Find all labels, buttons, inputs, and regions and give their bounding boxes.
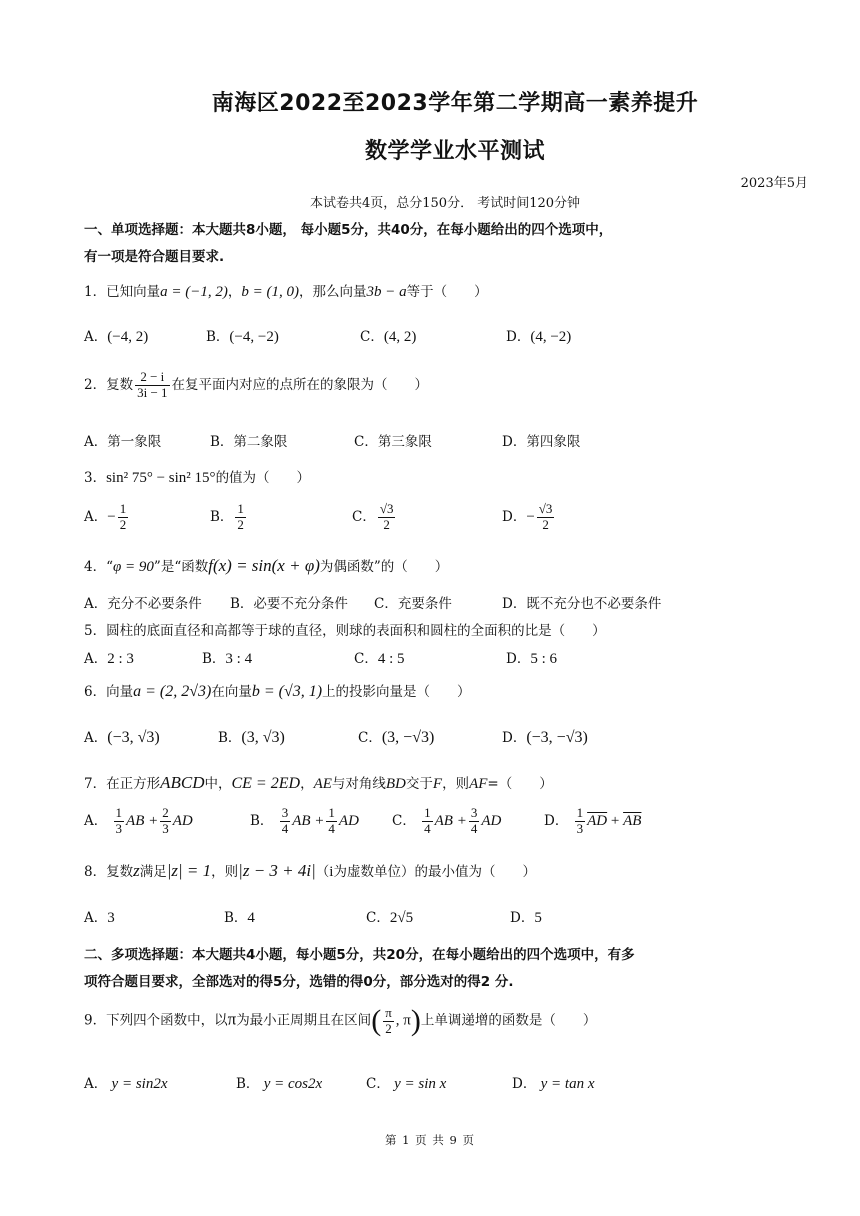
q3-option-a-label: A． (84, 508, 108, 525)
q7-option-b-frac2 (326, 806, 337, 837)
q9-option-a (84, 1072, 168, 1093)
q2-option-d (502, 430, 580, 450)
q1-option-c-value: (4, 2) (383, 329, 417, 345)
q4-option-c-value: 充要条件 (397, 596, 452, 612)
exam-info: 本试卷共4页，总分150分． 考试时间120分钟 (309, 196, 581, 211)
q1-option-b (206, 325, 279, 346)
question-6 (84, 680, 471, 701)
q6-mid: 在向量 (211, 684, 252, 700)
q7-option-b-n2: 1 (328, 805, 335, 820)
question-5: 5．圆柱的底面直径和高都等于球的直径，则球的表面积和圆柱的全面积的比是（ ） (84, 623, 606, 639)
q3-option-a-sign: − (107, 508, 116, 525)
q3-option-d (502, 502, 556, 533)
q6-option-b-value: (3, √3) (241, 729, 285, 746)
q3-option-a-frac (118, 502, 129, 533)
q9-option-a-value: y = sin2x (111, 1076, 168, 1092)
q3-option-a-num: 1 (119, 501, 127, 516)
q7-option-d-d1: 3 (576, 820, 584, 836)
q3-option-d-frac (537, 502, 555, 533)
q7-option-a-n2: 2 (162, 805, 169, 820)
q9-post: 上单调递增的函数是（ ） (420, 1012, 597, 1029)
q2-option-c-label: C． (354, 434, 378, 450)
q7-option-d-t1: $\overline{AD}$ (587, 812, 608, 829)
q8-option-b-value: 4 (247, 910, 255, 926)
q6-option-c-label: C． (358, 730, 382, 746)
q8-option-d-label: D． (510, 910, 535, 926)
q3-option-d-den: 2 (542, 516, 549, 532)
q7-option-b-t2: AD (338, 812, 359, 829)
q7-option-c-frac1 (422, 806, 433, 837)
q7-option-a-d2: 3 (162, 820, 169, 836)
q4-option-b (230, 592, 348, 612)
q3-post: 的值为（ ） (215, 470, 311, 486)
q7-option-b (250, 806, 359, 837)
section2-heading-line2: 项符合题目要求，全部选对的得5分，选错的得0分，部分选对的得2 分. (84, 974, 514, 990)
q3-option-b-frac (235, 502, 246, 533)
q3-option-c (352, 502, 397, 533)
q5-option-c (354, 647, 405, 668)
q7-af: AF (469, 776, 488, 792)
question-7 (84, 772, 553, 793)
q5-option-c-label: C． (354, 651, 378, 667)
q7-bd: BD (385, 776, 406, 792)
question-3 (84, 466, 310, 487)
q4-option-d-value: 既不充分也不必要条件 (526, 596, 662, 612)
q2-option-a (84, 430, 161, 450)
q1-vector-b: b = (1, 0) (241, 284, 299, 300)
q7-option-d (544, 806, 641, 837)
q8-mid1: 满足 (139, 864, 167, 880)
q9-number: 9． (84, 1012, 107, 1029)
q9-numerator: π (385, 1004, 392, 1020)
q8-option-c-label: C． (366, 910, 390, 926)
q7-option-b-n1: 3 (281, 805, 289, 820)
q8-option-d-value: 5 (534, 910, 542, 926)
q2-denominator: 3i − 1 (137, 384, 168, 400)
q7-square: ABCD (160, 773, 205, 792)
q1-option-a-value: (−4, 2) (107, 329, 149, 345)
q9-option-b-label: B． (236, 1076, 260, 1092)
q7-mid: 与对角线 (331, 776, 386, 792)
q7-option-b-frac1 (280, 806, 291, 837)
question-9 (84, 1004, 596, 1038)
q7-option-c-n2: 3 (470, 805, 478, 820)
question-8 (84, 860, 536, 881)
q6-option-c (358, 726, 434, 747)
q7-c1: 中， (204, 776, 232, 792)
q5-option-d (506, 647, 557, 668)
exam-title-line1: 南海区2022至2023学年第二学期高一素养提升 (211, 91, 699, 116)
q3-option-c-frac (378, 502, 396, 533)
q4-option-c (374, 592, 452, 612)
q3-option-d-sign: − (526, 508, 535, 525)
q7-ce: CE = 2ED (231, 775, 301, 792)
q9-left-paren: ( (371, 1004, 382, 1037)
q8-condition: |z| = 1 (166, 861, 212, 880)
q5-option-d-value: 5 : 6 (530, 651, 557, 667)
q7-option-a (84, 806, 193, 837)
q9-denominator: 2 (385, 1020, 392, 1036)
exam-date: 2023年5月 (740, 176, 808, 191)
q2-fraction (135, 370, 169, 401)
q3-option-b (210, 502, 248, 533)
q7-option-b-d1: 4 (281, 820, 289, 836)
q3-option-d-num: √3 (538, 501, 553, 516)
q4-phi: φ = 90 (113, 559, 154, 575)
q1-vector-a: a = (−1, 2) (160, 284, 228, 300)
section2-heading-line1: 二、多项选择题：本大题共4小题，每小题5分，共20分，在每小题给出的四个选项中，有多 (84, 947, 635, 963)
q3-option-b-num: 1 (237, 501, 244, 516)
q4-option-d (502, 592, 661, 612)
q5-option-b-label: B． (202, 651, 226, 667)
q9-option-d-value: y = tan x (540, 1076, 595, 1092)
q6-option-d-label: D． (502, 730, 527, 746)
q7-ae: AE (313, 776, 332, 792)
q4-func: f(x) = sin(x + φ) (208, 556, 320, 575)
q7-option-a-t2: AD (172, 812, 193, 829)
q3-option-b-label: B． (210, 508, 234, 525)
q7-option-d-plus: + (607, 812, 624, 829)
q3-option-b-den: 2 (237, 516, 244, 532)
q9-option-d (512, 1072, 594, 1093)
q2-option-c (354, 430, 432, 450)
q9-option-b (236, 1072, 322, 1093)
q3-option-a-den: 2 (119, 516, 127, 532)
q3-option-c-den: 2 (383, 516, 390, 532)
q1-sep: ， (227, 284, 242, 300)
q8-number: 8． (84, 864, 107, 880)
q2-option-b (210, 430, 287, 450)
q6-option-a-value: (−3, √3) (107, 729, 160, 746)
q6-post: 上的投影向量是（ ） (322, 684, 471, 700)
q9-option-d-label: D． (512, 1076, 537, 1092)
question-1 (84, 280, 488, 301)
q7-option-a-frac1 (114, 806, 125, 837)
q5-option-a (84, 647, 134, 668)
q7-pre: 在正方形 (106, 776, 161, 792)
q4-option-b-label: B． (230, 596, 254, 612)
question-4 (84, 555, 448, 576)
q9-pi: π (227, 1009, 237, 1029)
q5-option-a-label: A． (84, 651, 108, 667)
q2-option-d-value: 第四象限 (526, 434, 581, 450)
q9-fraction (383, 1006, 394, 1037)
q2-number: 2． (84, 376, 107, 393)
q3-number: 3． (84, 470, 107, 486)
q2-option-d-label: D． (502, 434, 527, 450)
q3-option-a (84, 502, 130, 533)
q1-expr: 3b − a (366, 284, 407, 300)
q7-option-c-t2: AD (481, 812, 502, 829)
q8-option-a-value: 3 (107, 910, 115, 926)
q7-option-d-frac1 (575, 806, 586, 837)
q2-option-b-label: B． (210, 434, 234, 450)
q8-option-d (510, 906, 542, 927)
q6-option-c-value: (3, −√3) (381, 729, 435, 746)
q9-option-c-value: y = sin x (394, 1076, 447, 1092)
q8-pre: 复数 (106, 864, 134, 880)
section1-heading-line1: 一、单项选择题：本大题共8小题， 每小题5分，共40分，在每小题给出的四个选项中， (84, 222, 613, 238)
q1-option-d (506, 325, 571, 346)
q2-option-a-value: 第一象限 (107, 434, 162, 450)
q1-option-b-value: (−4, −2) (229, 329, 279, 345)
q8-option-b (224, 906, 255, 927)
q5-option-c-value: 4 : 5 (377, 651, 405, 667)
q8-option-a-label: A． (84, 910, 108, 926)
q1-option-d-value: (4, −2) (530, 329, 572, 345)
q7-option-b-t1: AB + (292, 812, 325, 829)
q7-option-c-label: C． (392, 812, 416, 829)
q7-option-c-d1: 4 (424, 820, 431, 836)
q7-option-d-n1: 1 (576, 805, 584, 820)
q7-option-c-n1: 1 (424, 805, 431, 820)
q9-option-c-label: C． (366, 1076, 390, 1092)
q9-mid: 为最小正周期且在区间 (236, 1012, 372, 1029)
q7-option-b-d2: 4 (328, 820, 335, 836)
q1-post: 等于（ ） (406, 284, 488, 300)
q4-option-a-label: A． (84, 596, 108, 612)
q1-option-d-label: D． (506, 329, 531, 345)
q4-option-a-value: 充分不必要条件 (107, 596, 202, 612)
q7-c2: ， (300, 776, 314, 792)
q6-option-b-label: B． (218, 730, 242, 746)
q2-pre: 复数 (106, 376, 134, 393)
q1-number: 1． (84, 284, 107, 300)
q8-option-c (366, 906, 413, 927)
q9-option-c (366, 1072, 446, 1093)
q5-option-b-value: 3 : 4 (225, 651, 253, 667)
q8-expr: |z − 3 + 4i| (238, 861, 316, 880)
q7-option-c (392, 806, 501, 837)
q4-option-b-value: 必要不充分条件 (253, 596, 348, 612)
q9-option-a-label: A． (84, 1076, 108, 1092)
question-2 (84, 370, 428, 401)
q3-expr: sin² 75° − sin² 15° (106, 470, 216, 486)
q7-f: F (432, 776, 443, 792)
q5-option-b (202, 647, 252, 668)
page-footer: 第 1 页 共 9 页 (385, 1133, 475, 1147)
q6-option-a-label: A． (84, 730, 108, 746)
q7-option-a-d1: 3 (115, 820, 123, 836)
q7-c3: ，则 (442, 776, 470, 792)
section1-heading-line2: 有一项是符合题目要求. (84, 249, 225, 265)
q7-option-a-n1: 1 (115, 805, 123, 820)
q5-option-a-value: 2 : 3 (107, 651, 134, 667)
q2-numerator: 2 − i (135, 370, 169, 386)
q7-option-a-t1: AB + (126, 812, 159, 829)
q8-option-c-value: 2√5 (389, 910, 414, 926)
q4-mid1: ”是“函数 (153, 559, 209, 575)
q1-option-b-label: B． (206, 329, 230, 345)
q4-option-c-label: C． (374, 596, 398, 612)
q1-option-c-label: C． (360, 329, 384, 345)
exam-title-line2: 数学学业水平测试 (364, 139, 545, 164)
q7-mid2: 交于 (405, 776, 433, 792)
q7-option-c-d2: 4 (470, 820, 478, 836)
q5-option-d-label: D． (506, 651, 531, 667)
q9-tail: , π (395, 1012, 411, 1029)
q8-z: z (133, 861, 140, 880)
q2-option-a-label: A． (84, 434, 108, 450)
q7-number: 7． (84, 776, 107, 792)
q8-paren: （ (315, 864, 330, 880)
q7-option-a-label: A． (84, 812, 108, 829)
q7-post: =（ ） (487, 776, 553, 792)
q7-option-c-t1: AB + (434, 812, 467, 829)
q1-option-a (84, 325, 148, 346)
q1-option-c (360, 325, 416, 346)
q2-option-b-value: 第二象限 (233, 434, 288, 450)
q6-vector-a: a = (2, 2√3) (133, 683, 212, 700)
q1-pre: 已知向量 (106, 284, 161, 300)
q9-pre: 下列四个函数中，以 (106, 1012, 228, 1029)
q9-right-paren: ) (410, 1004, 421, 1037)
q6-option-b (218, 726, 285, 747)
q3-option-c-label: C． (352, 508, 376, 525)
q7-option-a-frac2 (160, 806, 171, 837)
q4-post: 为偶函数”的（ ） (319, 559, 449, 575)
q6-option-d-value: (−3, −√3) (526, 729, 588, 746)
q6-option-a (84, 726, 160, 747)
q8-mid2: ，则 (211, 864, 239, 880)
q1-mid: ，那么向量 (298, 284, 367, 300)
q6-option-d (502, 726, 588, 747)
q6-vector-b: b = (√3, 1) (251, 683, 323, 700)
q7-option-b-label: B． (250, 812, 274, 829)
q4-number: 4． (84, 559, 107, 575)
q1-option-a-label: A． (84, 329, 108, 345)
q3-option-c-num: √3 (379, 501, 394, 516)
q4-pre: “ (106, 559, 113, 575)
q8-paren2: 为虚数单位）的最小值为（ ） (333, 864, 536, 880)
q2-post: 在复平面内对应的点所在的象限为（ ） (171, 376, 429, 393)
q4-option-d-label: D． (502, 596, 527, 612)
q3-option-d-label: D． (502, 508, 527, 525)
q8-i: i (329, 864, 334, 880)
q7-option-d-label: D． (544, 812, 569, 829)
q7-option-d-t2: $\overline{AB}$ (623, 812, 642, 829)
q4-option-a (84, 592, 202, 612)
q2-option-c-value: 第三象限 (377, 434, 432, 450)
q8-option-b-label: B． (224, 910, 248, 926)
q8-option-a (84, 906, 115, 927)
q6-number: 6． (84, 684, 107, 700)
q6-pre: 向量 (106, 684, 134, 700)
q7-option-c-frac2 (469, 806, 480, 837)
q9-option-b-value: y = cos2x (263, 1076, 323, 1092)
